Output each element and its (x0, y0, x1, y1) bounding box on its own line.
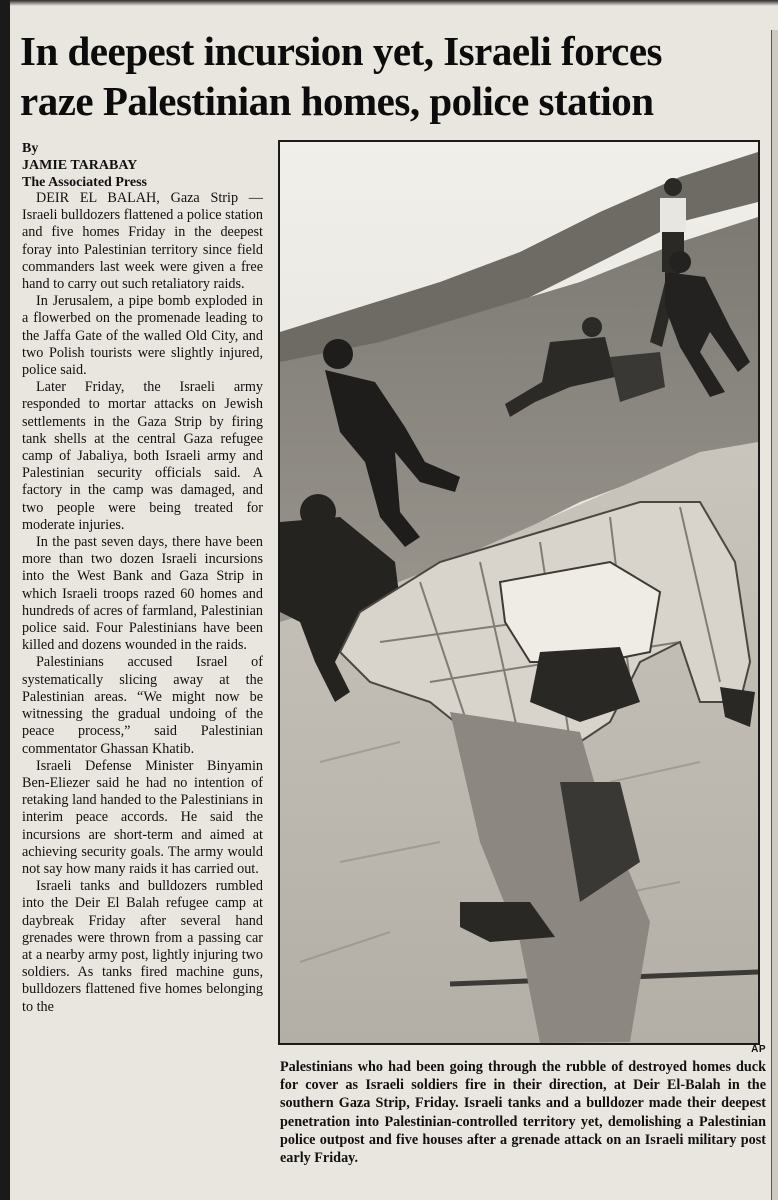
byline-author: JAMIE TARABAY (22, 158, 138, 173)
news-photo (278, 140, 760, 1045)
headline-line-2: raze Palestinian homes, police station (20, 78, 654, 124)
article-body (22, 190, 263, 1016)
headline (20, 26, 760, 126)
article-paragraph: Later Friday, the Israeli army responded to mortar attacks on Jewish settlements in the Gaza Strip by firing tank shells at the central Gaza refugee camp of Jabaliya, both Israeli army and Palestinian security officials said. A factory in the camp was damaged, and two people were being treated for moderate injuries. (22, 379, 263, 533)
byline-prefix: By (22, 141, 39, 156)
article-paragraph: Israeli Defense Minister Binyamin Ben-Eliezer said he had no intention of retaking land handed to the Palestinians in interim peace accords. He said the incursions are short-term and aimed at achieving security goals. The army would not say how many raids it has carried out. (22, 757, 263, 877)
page-left-edge (0, 0, 10, 1200)
byline-agency: The Associated Press (22, 175, 147, 190)
article-paragraph: DEIR EL BALAH, Gaza Strip — Israeli bulldozers flattened a police station and five homes Friday in the deepest foray into Palestinian territory since field commanders last week were given a free hand to carry out such retaliatory raids. (22, 190, 263, 293)
page-top-edge (0, 0, 778, 6)
headline-line-1: In deepest incursion yet, Israeli forces (20, 28, 663, 74)
byline-author-line (22, 140, 262, 174)
article-paragraph: In the past seven days, there have been more than two dozen Israeli incursions into the West Bank and Gaza Strip in which Israeli troops razed 60 homes and hundreds of acres of farmland, Palestinian police said. Four Palestinians have been killed and dozens wounded in the raids. (22, 534, 263, 654)
photo-credit: AP (751, 1044, 766, 1055)
page-right-edge (771, 30, 778, 1200)
byline (22, 140, 262, 191)
article-paragraph: Israeli tanks and bulldozers rumbled into the Deir El Balah refugee camp at daybreak Friday after several hand grenades were thrown from a passing car at a nearby army post, lightly injuring two soldiers. As tanks fired machine guns, bulldozers flattened five homes belonging to the (22, 878, 263, 1015)
news-photo-illustration (280, 142, 758, 1043)
photo-caption: Palestinians who had been going through the rubble of destroyed homes duck for cover as Israeli soldiers fire in their direction, at Deir El-Balah in the southern Gaza Strip, Friday. Israeli tanks and a bulldozer made their deepest penetration into Palestinian-controlled territory yet, demolishing a Palestinian police outpost and five houses after a grenade attack on an Israeli military post early Friday. (280, 1059, 766, 1167)
article-paragraph: Palestinians accused Israel of systematically slicing away at the Palestinian areas. “We might now be witnessing the gradual undoing of the peace process,” said Palestinian commentator Ghassan Khatib. (22, 654, 263, 757)
article-paragraph: In Jerusalem, a pipe bomb exploded in a flowerbed on the promenade leading to the Jaffa Gate of the walled Old City, and two Polish tourists were slightly injured, police said. (22, 293, 263, 379)
